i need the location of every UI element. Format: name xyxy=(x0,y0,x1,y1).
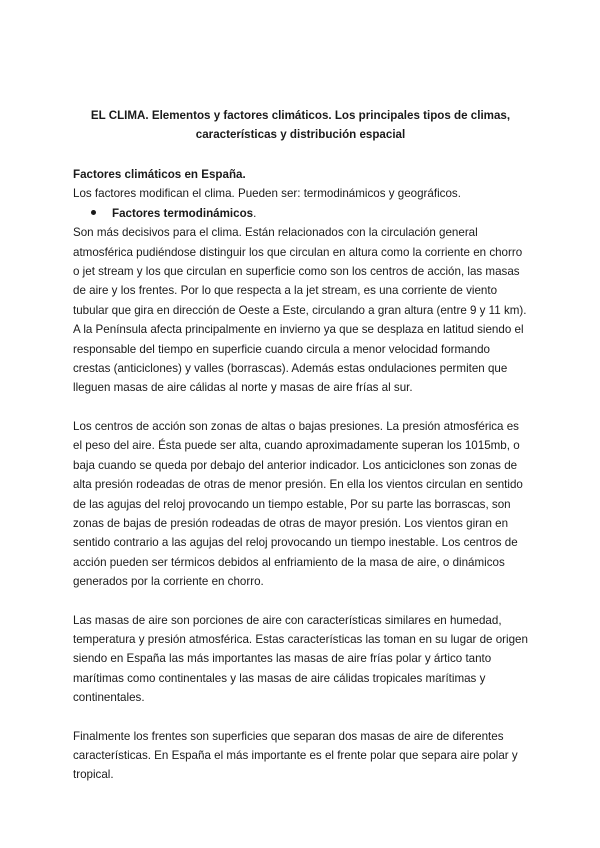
bullet-dot-icon xyxy=(91,210,96,215)
paragraph-action-centers: Los centros de acción son zonas de altas o bajas presiones. La presión atmosférica es el peso del aire. Ésta puede ser alta, cuando aproximadamente superan los 1015mb, o baja cuando se queda por debajo del anterior indicador. Los anticiclones son zonas de alta presión rodeadas de otras de menor presión. En ella los vientos circulan en sentido de las agujas del reloj provocando un tiempo estable, Por su parte las borrascas, son zonas de bajas de presión rodeadas de otras de mayor presión. Los vientos giran en sentido contrario a las agujas del reloj provocando un tiempo inestable. Los centros de acción pueden ser térmicos debidos al enfriamiento de la masa de aire, o dinámicos generados por la corriente en chorro. xyxy=(73,419,523,589)
title-line-1: EL CLIMA. Elementos y factores climáticos. Los principales tipos de climas, xyxy=(90,109,511,122)
bullet-label: Factores termodinámicos xyxy=(112,206,254,220)
paragraph-fronts: Finalmente los frentes son superficies que separan dos masas de aire de diferentes características. En España el más importante es el frente polar que separa aire polar y tropical. xyxy=(73,729,518,782)
bullet-item xyxy=(73,204,528,223)
title-line-2: características y distribución espacial xyxy=(195,128,406,141)
document-title xyxy=(73,106,528,144)
intro-paragraph: Los factores modifican el clima. Pueden ser: termodinámicos y geográficos. xyxy=(73,187,461,201)
paragraph-air-masses: Las masas de aire son porciones de aire con características similares en humedad, temperatura y presión atmosférica. Estas características las toman en su lugar de origen siendo en España las más importantes las masas de aire frías polar y ártico tanto marítimas como continentales y las masas de aire cálidas tropicales marítimas y continentales. xyxy=(73,613,528,705)
paragraph-thermodynamic: Son más decisivos para el clima. Están relacionados con la circulación general atmosférica pudiéndose distinguir los que circulan en altura como la corriente en chorro o jet stream y los que circulan en superficie como son los centros de acción, las masas de aire y los frentes. Por lo que respecta a la jet stream, es una corriente de viento tubular que gira en dirección de Oeste a Este, circulando a gran altura (entre 9 y 11 km). A la Península afecta principalmente en invierno ya que se desplaza en latitud siendo el responsable del tiempo en superficie cuando circula a menor velocidad formando crestas (anticiclones) y valles (borrascas). Además estas ondulaciones permiten que lleguen masas de aire cálidas al norte y masas de aire frías al sur. xyxy=(73,226,527,395)
bullet-tail: . xyxy=(253,206,257,220)
section-heading: Factores climáticos en España. xyxy=(73,168,246,181)
